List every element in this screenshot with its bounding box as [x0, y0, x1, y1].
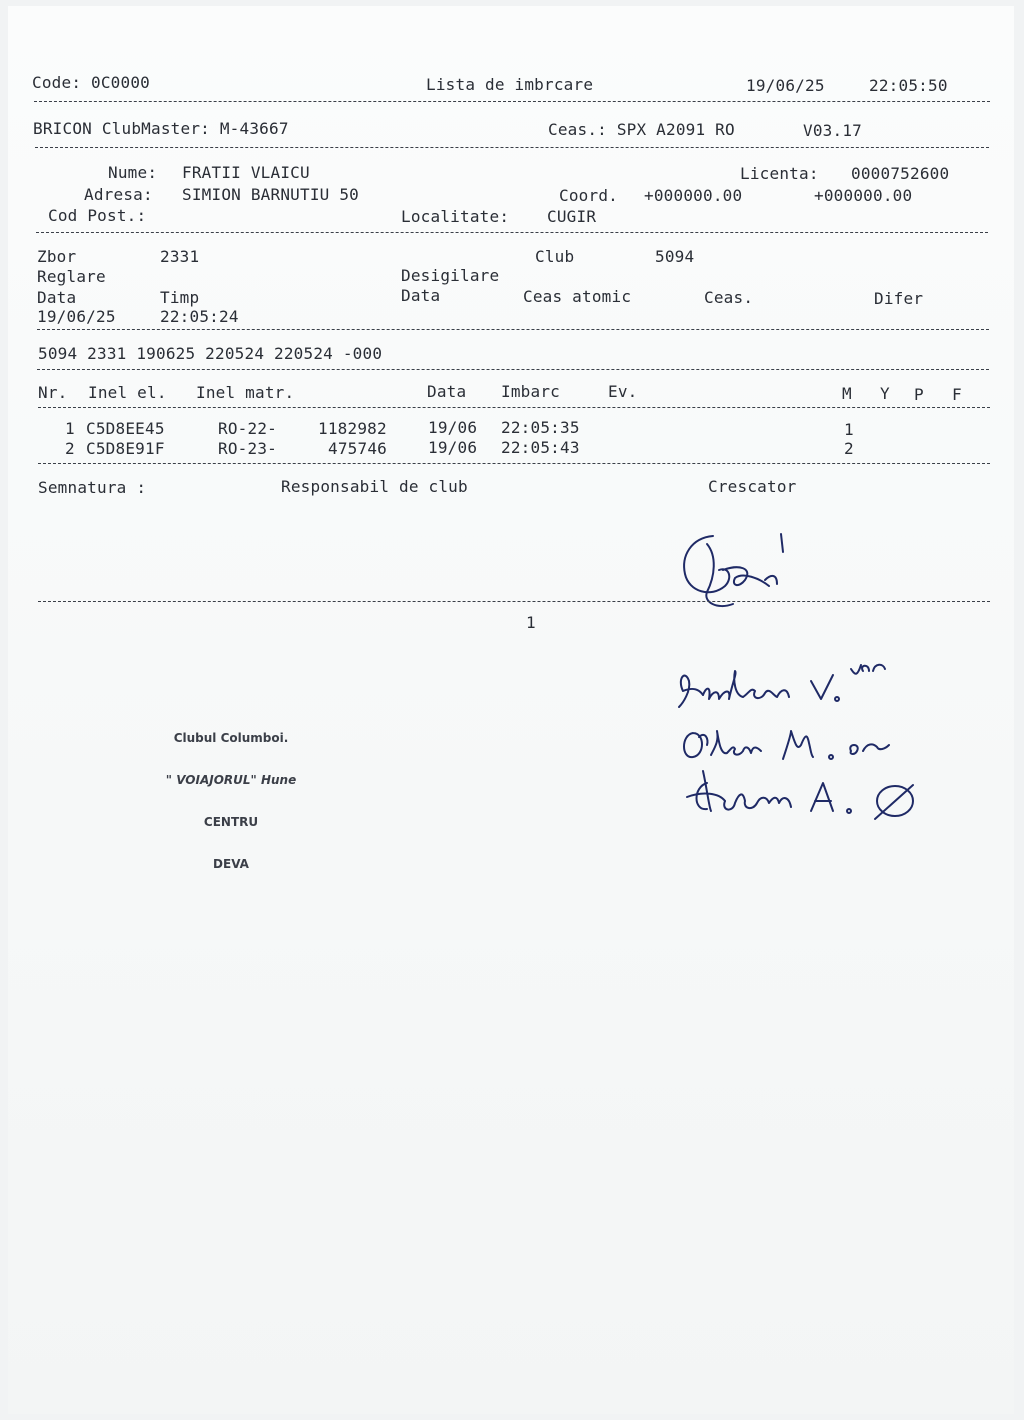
document-title: Lista de imbrcare — [426, 75, 594, 94]
clubmaster-id: BRICON ClubMaster: M-43667 — [33, 119, 289, 138]
codpost-label: Cod Post.: — [48, 206, 147, 225]
row-matr: 1182982 — [318, 419, 387, 438]
nume-label: Nume: — [108, 163, 158, 182]
row-nr: 1 — [65, 419, 75, 438]
ceas-label: Ceas. — [704, 288, 754, 307]
reglare-label: Reglare — [37, 267, 106, 286]
nume-value: FRATII VLAICU — [182, 163, 310, 182]
ceas-id: Ceas.: SPX A2091 RO — [548, 120, 735, 139]
club-label: Club — [535, 247, 575, 266]
desigilare-label: Desigilare — [401, 266, 500, 285]
divider — [36, 232, 988, 233]
licenta-label: Licenta: — [740, 164, 819, 183]
col-f: F — [952, 385, 962, 404]
col-m: M — [842, 384, 852, 403]
page-number: 1 — [526, 613, 536, 632]
adresa-label: Adresa: — [84, 185, 153, 204]
difer-label: Difer — [874, 289, 924, 308]
header-time: 22:05:50 — [869, 76, 948, 95]
ceas-atomic-label: Ceas atomic — [523, 287, 632, 306]
crescator-label: Crescator — [708, 477, 797, 496]
reglare-data: 19/06/25 — [37, 307, 116, 326]
stamp-line: DEVA — [213, 857, 249, 871]
stamp-line: " VOIAJORUL" Hune — [165, 773, 297, 787]
col-nr: Nr. — [38, 383, 68, 402]
receipt-sheet — [8, 6, 1014, 1414]
desigilare-data-label: Data — [401, 286, 441, 305]
semnatura-label: Semnatura : — [38, 478, 147, 497]
handwritten-signatures — [673, 651, 963, 836]
timp-label: Timp — [160, 288, 200, 307]
divider — [35, 147, 989, 148]
coord-x: +000000.00 — [644, 186, 743, 205]
row-m: 2 — [844, 439, 854, 458]
row-imbarc: 22:05:35 — [501, 418, 580, 437]
row-prefix: RO-23- — [218, 439, 277, 458]
localitate-label: Localitate: — [401, 207, 510, 226]
summary-line: 5094 2331 190625 220524 220524 -000 — [38, 344, 383, 363]
data-label: Data — [37, 288, 77, 307]
row-data: 19/06 — [428, 418, 478, 437]
row-m: 1 — [844, 420, 854, 439]
divider — [38, 463, 990, 464]
stamp-line: Clubul Columboi. — [173, 731, 289, 745]
club-value: 5094 — [655, 247, 695, 266]
divider — [37, 369, 989, 370]
col-imbarc: Imbarc — [501, 382, 560, 401]
reglare-timp: 22:05:24 — [160, 307, 239, 326]
localitate-value: CUGIR — [547, 207, 597, 226]
adresa-value: SIMION BARNUTIU 50 — [182, 185, 359, 204]
stamp-line: CENTRU — [203, 815, 259, 829]
zbor-label: Zbor — [37, 247, 77, 266]
divider — [38, 601, 990, 602]
row-inel-el: C5D8E91F — [86, 439, 165, 458]
row-inel-el: C5D8EE45 — [86, 419, 165, 438]
row-imbarc: 22:05:43 — [501, 438, 580, 457]
col-data: Data — [427, 382, 467, 401]
row-prefix: RO-22- — [218, 419, 277, 438]
divider — [34, 101, 990, 102]
version: V03.17 — [803, 121, 862, 140]
col-y: Y — [880, 384, 890, 403]
col-inel-matr: Inel matr. — [196, 383, 295, 402]
row-nr: 2 — [65, 439, 75, 458]
club-stamp — [146, 703, 316, 899]
col-p: P — [914, 385, 924, 404]
col-ev: Ev. — [608, 382, 638, 401]
licenta-value: 0000752600 — [851, 164, 950, 183]
coord-y: +000000.00 — [814, 186, 913, 205]
divider — [38, 407, 990, 408]
row-matr: 475746 — [328, 439, 387, 458]
header-date: 19/06/25 — [746, 76, 825, 95]
zbor-value: 2331 — [160, 247, 200, 266]
row-data: 19/06 — [428, 438, 478, 457]
crescator-signature — [673, 526, 813, 616]
col-inel-el: Inel el. — [88, 383, 167, 402]
code-label: Code: 0C0000 — [32, 73, 150, 92]
divider — [37, 329, 989, 330]
coord-label: Coord. — [559, 186, 618, 205]
responsabil-label: Responsabil de club — [281, 477, 468, 496]
